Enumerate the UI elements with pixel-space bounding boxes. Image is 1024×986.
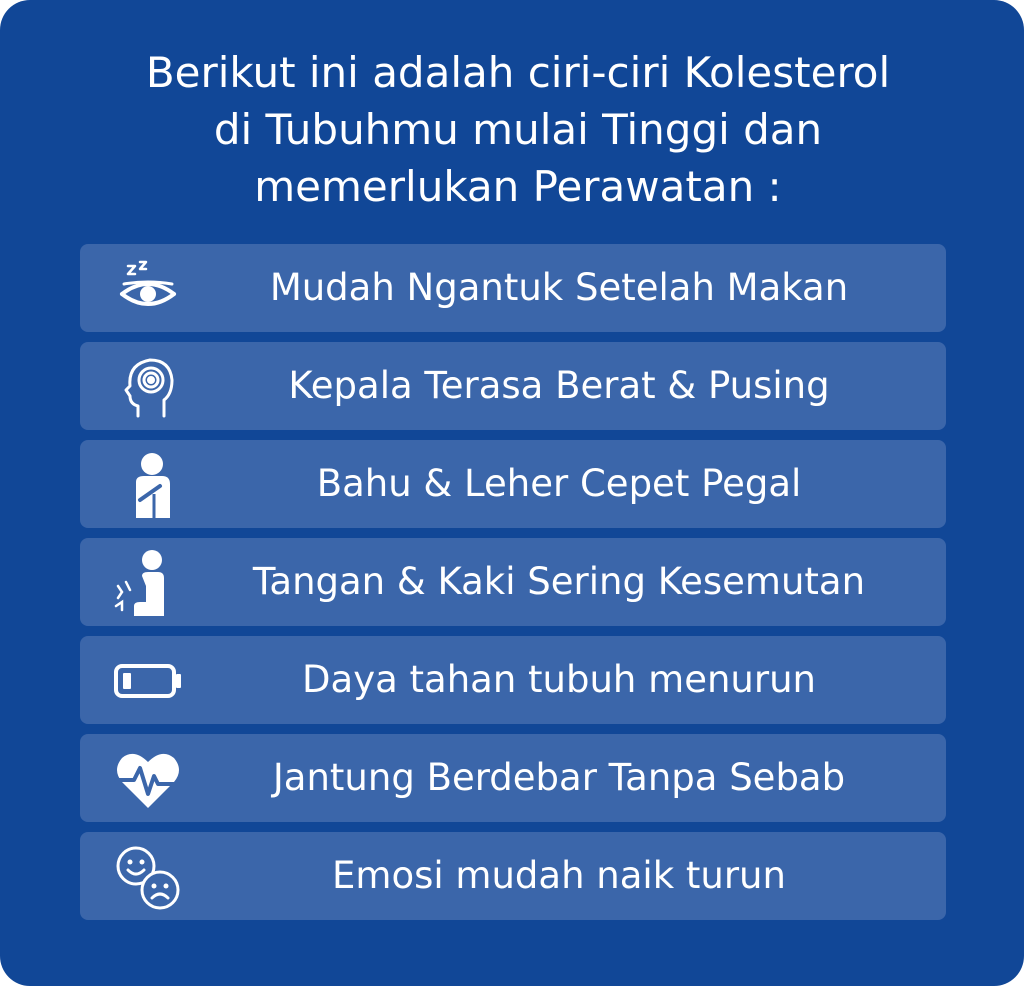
symptom-item-shoulder bbox=[80, 440, 946, 528]
symptom-item-tingling bbox=[80, 538, 946, 626]
symptom-label: Daya tahan tubuh menurun bbox=[302, 658, 816, 701]
sleepy-eye-icon bbox=[108, 252, 184, 324]
heading-line-3: memerlukan Perawatan : bbox=[254, 162, 782, 211]
heartbeat-icon bbox=[108, 742, 184, 814]
heading-line-1: Berikut ini adalah ciri-ciri Kolesterol bbox=[145, 48, 891, 97]
symptom-label: Kepala Terasa Berat & Pusing bbox=[288, 364, 830, 407]
head-dizzy-icon bbox=[108, 350, 184, 422]
mood-swing-icon bbox=[108, 840, 184, 912]
shoulder-pain-icon bbox=[108, 448, 184, 520]
symptom-label: Tangan & Kaki Sering Kesemutan bbox=[252, 560, 866, 603]
tingling-limbs-icon bbox=[108, 546, 184, 618]
symptom-item-sleepy bbox=[80, 244, 946, 332]
symptom-label: Bahu & Leher Cepet Pegal bbox=[316, 462, 802, 505]
low-battery-icon bbox=[108, 644, 184, 716]
symptom-item-heart bbox=[80, 734, 946, 822]
heading bbox=[60, 44, 976, 215]
symptom-item-emotion bbox=[80, 832, 946, 920]
symptom-item-immunity bbox=[80, 636, 946, 724]
symptom-label: Jantung Berdebar Tanpa Sebab bbox=[272, 756, 846, 799]
heading-line-2: di Tubuhmu mulai Tinggi dan bbox=[213, 105, 823, 154]
symptom-item-head bbox=[80, 342, 946, 430]
symptom-label: Mudah Ngantuk Setelah Makan bbox=[269, 266, 849, 309]
symptom-label: Emosi mudah naik turun bbox=[332, 854, 786, 897]
